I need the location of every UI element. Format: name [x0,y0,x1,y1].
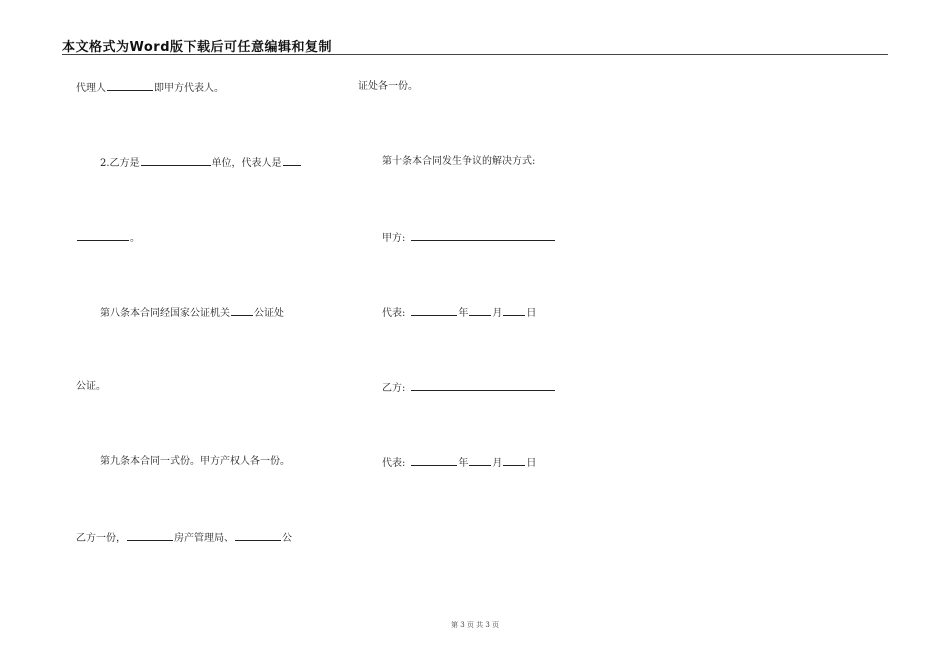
article-8-text: 第八条本合同经国家公证机关 [100,308,230,319]
party-b-rep-label: 代表: [382,458,406,469]
party-a-day-label: 日 [526,308,537,319]
party-b-day-label: 日 [526,458,537,469]
right-line-1 [358,80,418,94]
agent-suffix: 即甲方代表人。 [154,83,224,94]
page-footer: 第 3 页 共 3 页 [450,621,500,629]
article-9-text: 第九条本合同一式份。甲方产权人各一份。 [100,456,290,467]
party-a-year-label: 年 [458,308,469,319]
housing-bureau-text: 房产管理局、 [174,533,234,544]
left-line-5 [76,380,106,394]
notary-office-text: 公证处 [254,308,284,319]
party-a-signature-label: 甲方: [382,233,406,244]
right-line-6 [382,455,536,471]
agent-label: 代理人 [76,83,106,94]
right-line-4 [382,305,536,321]
left-line-2 [100,155,302,171]
right-line-2 [382,155,535,169]
party-b-month-label: 月 [492,458,503,469]
line-3-period: 。 [130,233,140,244]
party-b-day-blank[interactable] [503,455,525,466]
left-line-1 [76,80,224,96]
notary-blank[interactable] [231,305,253,316]
left-line-7 [76,530,292,546]
left-line-4 [100,305,284,321]
party-b-blank[interactable] [141,155,211,166]
line-7-tail: 公 [282,533,292,544]
party-b-month-blank[interactable] [469,455,491,466]
party-a-month-label: 月 [492,308,503,319]
agent-blank[interactable] [107,80,153,91]
party-a-signature-blank[interactable] [411,230,555,241]
left-line-6 [100,455,290,469]
housing-bureau-blank[interactable] [127,530,173,541]
party-b-label: 2.乙方是 [100,158,140,169]
party-b-copy-text: 乙方一份， [76,533,126,544]
party-b-year-label: 年 [458,458,469,469]
party-b-signature-blank[interactable] [411,380,555,391]
representative-name-blank[interactable] [77,230,129,241]
notary-office-blank[interactable] [235,530,281,541]
page-header: 本文格式为Word版下载后可任意编辑和复制 [62,40,333,55]
party-b-signature-label: 乙方: [382,383,406,394]
article-10-text: 第十条本合同发生争议的解决方式: [382,156,536,167]
header-divider [62,54,888,55]
left-line-3 [76,230,140,246]
party-a-year-blank[interactable] [411,305,457,316]
right-line-3 [382,230,556,246]
representative-blank[interactable] [283,155,301,166]
right-line-5 [382,380,556,396]
party-a-rep-label: 代表: [382,308,406,319]
party-a-day-blank[interactable] [503,305,525,316]
party-b-unit-text: 单位，代表人是 [211,158,282,169]
notary-copy-text: 证处各一份。 [358,81,418,92]
party-b-year-blank[interactable] [411,455,457,466]
notarize-text: 公证。 [76,381,106,392]
party-a-month-blank[interactable] [469,305,491,316]
